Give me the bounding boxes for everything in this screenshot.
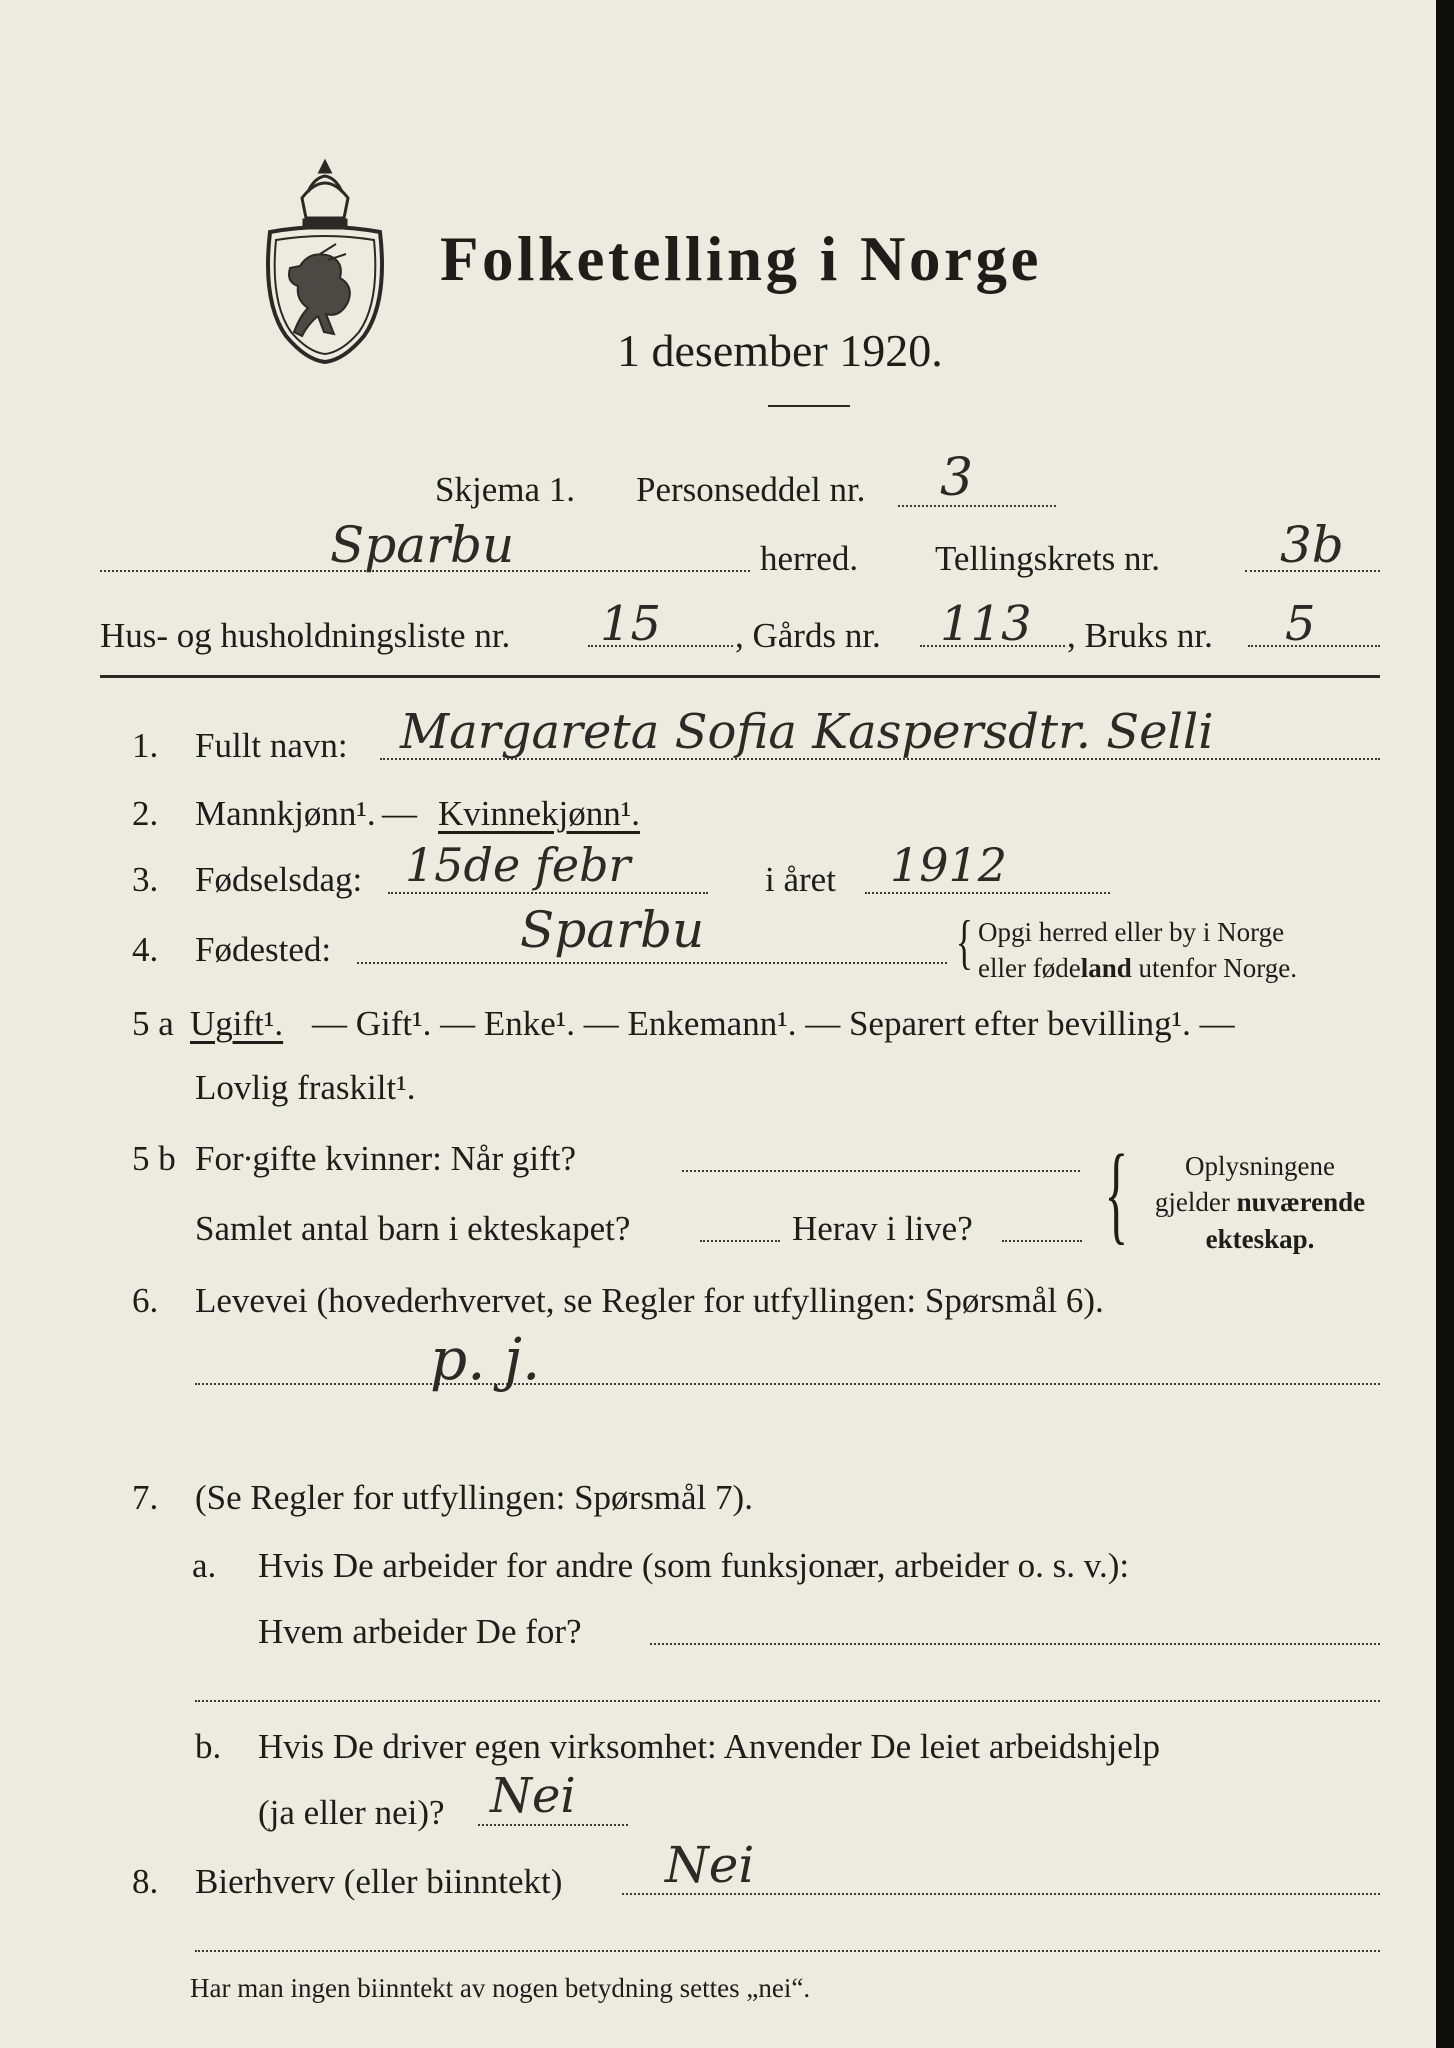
birthday-line (388, 892, 708, 894)
birthday-label: Fødselsdag: (195, 860, 363, 899)
q4-number: 4. (132, 930, 159, 969)
q3-number: 3. (132, 860, 159, 899)
title-divider (768, 405, 850, 407)
birthday-value[interactable]: 15de febr (405, 838, 631, 892)
full-name-label: Fullt navn: (195, 726, 348, 765)
header-divider (100, 675, 1380, 678)
personseddel-line (898, 505, 1056, 507)
census-date: 1 desember 1920. (617, 325, 943, 376)
q2-dash: — (382, 794, 417, 833)
birthplace-note-line1: Opgi herred eller by i Norge (978, 917, 1285, 947)
birth-year-line (865, 892, 1110, 894)
birthplace-note-b: land (1080, 953, 1132, 984)
birthplace-brace: { (955, 909, 974, 975)
hired-help-line (478, 1824, 628, 1826)
birthplace-note-a: eller føde (978, 953, 1081, 984)
q7-label: (Se Regler for utfyllingen: Spørsmål 7). (195, 1478, 753, 1517)
unmarried-option[interactable]: Ugift¹. (190, 1004, 284, 1043)
q1-number: 1. (132, 726, 159, 765)
q5b-number: 5 b (132, 1139, 176, 1178)
bruks-value[interactable]: 5 (1285, 596, 1316, 652)
birthplace-note-c: utenfor Norge. (1131, 953, 1297, 984)
personseddel-value[interactable]: 3 (940, 448, 974, 508)
female-option[interactable]: Kvinnekjønn¹. (438, 794, 641, 833)
marriage-note-b: nuværende (1236, 1187, 1366, 1218)
birthplace-value[interactable]: Sparbu (520, 901, 705, 959)
gards-value[interactable]: 113 (940, 596, 1032, 652)
bruks-label: , Bruks nr. (1067, 616, 1213, 655)
herred-label: herred. (760, 539, 859, 578)
side-income-line-2 (195, 1950, 1380, 1952)
herred-value[interactable]: Sparbu (330, 516, 515, 574)
employer-line (650, 1643, 1380, 1645)
children-total-line (700, 1240, 780, 1242)
schema-label: Skjema 1. (435, 470, 575, 509)
birthplace-label: Fødested: (195, 930, 332, 969)
side-income-label: Bierhverv (eller biinntekt) (195, 1862, 563, 1901)
children-alive-label: Herav i live? (792, 1209, 973, 1248)
q5a-number: 5 a (132, 1004, 174, 1043)
occupation-value[interactable]: p. j. (430, 1325, 541, 1393)
marriage-note-line1: Oplysningene (1185, 1151, 1335, 1181)
marriage-brace: { (1104, 1132, 1129, 1254)
marriage-note (1130, 1148, 1390, 1257)
q7-number: 7. (132, 1478, 159, 1517)
q7a-label: Hvis De arbeider for andre (som funksjonær, arbeider o. s. v.): (258, 1546, 1130, 1585)
gards-label: , Gårds nr. (735, 616, 881, 655)
page-title: Folketelling i Norge (440, 224, 1042, 294)
birth-year-value[interactable]: 1912 (890, 838, 1008, 892)
hired-help-label: (ja eller nei)? (258, 1793, 445, 1832)
q2-number: 2. (132, 794, 159, 833)
q6-number: 6. (132, 1281, 159, 1320)
personseddel-label: Personseddel nr. (636, 470, 866, 509)
hus-value[interactable]: 15 (600, 596, 662, 652)
birthplace-line (357, 962, 947, 964)
q7a-letter: a. (192, 1546, 217, 1585)
occupation-label: Levevei (hovederhvervet, se Regler for utfyllingen: Spørsmål 6). (195, 1281, 1104, 1320)
hired-help-value[interactable]: Nei (490, 1768, 576, 1824)
tellingskrets-label: Tellingskrets nr. (935, 539, 1161, 578)
q8-number: 8. (132, 1862, 159, 1901)
footer-note: Har man ingen biinntekt av nogen betydning settes „nei“. (190, 1973, 811, 2003)
birthplace-note (978, 914, 1297, 987)
employer-label: Hvem arbeider De for? (258, 1612, 582, 1651)
married-when-line (682, 1170, 1080, 1172)
children-alive-line (1002, 1240, 1082, 1242)
children-total-label: Samlet antal barn i ekteskapet? (195, 1209, 631, 1248)
birthplace-note-line2 (978, 950, 1297, 986)
tellingskrets-value[interactable]: 3b (1280, 516, 1344, 574)
marriage-note-a: gjelder (1154, 1187, 1237, 1218)
married-when-label: For∙gifte kvinner: Når gift? (195, 1139, 577, 1178)
occupation-line (195, 1383, 1380, 1385)
full-name-value[interactable]: Margareta Sofia Kaspersdtr. Selli (400, 704, 1214, 760)
divorced-option[interactable]: Lovlig fraskilt¹. (195, 1068, 416, 1107)
employer-line-2 (195, 1700, 1380, 1702)
marriage-note-line3: ekteskap. (1205, 1223, 1315, 1254)
q7b-letter: b. (195, 1727, 222, 1766)
marital-options[interactable]: — Gift¹. — Enke¹. — Enkemann¹. — Separert efter bevilling¹. — (312, 1004, 1235, 1043)
marriage-note-line2 (1130, 1184, 1390, 1220)
q7b-label: Hvis De driver egen virksomhet: Anvender De leiet arbeidshjelp (258, 1727, 1160, 1766)
norway-coat-of-arms-icon (262, 158, 388, 366)
side-income-value[interactable]: Nei (665, 1836, 755, 1894)
hus-label: Hus- og husholdningsliste nr. (100, 616, 511, 655)
male-option[interactable]: Mannkjønn¹. (195, 794, 376, 833)
birth-year-label: i året (765, 860, 836, 899)
